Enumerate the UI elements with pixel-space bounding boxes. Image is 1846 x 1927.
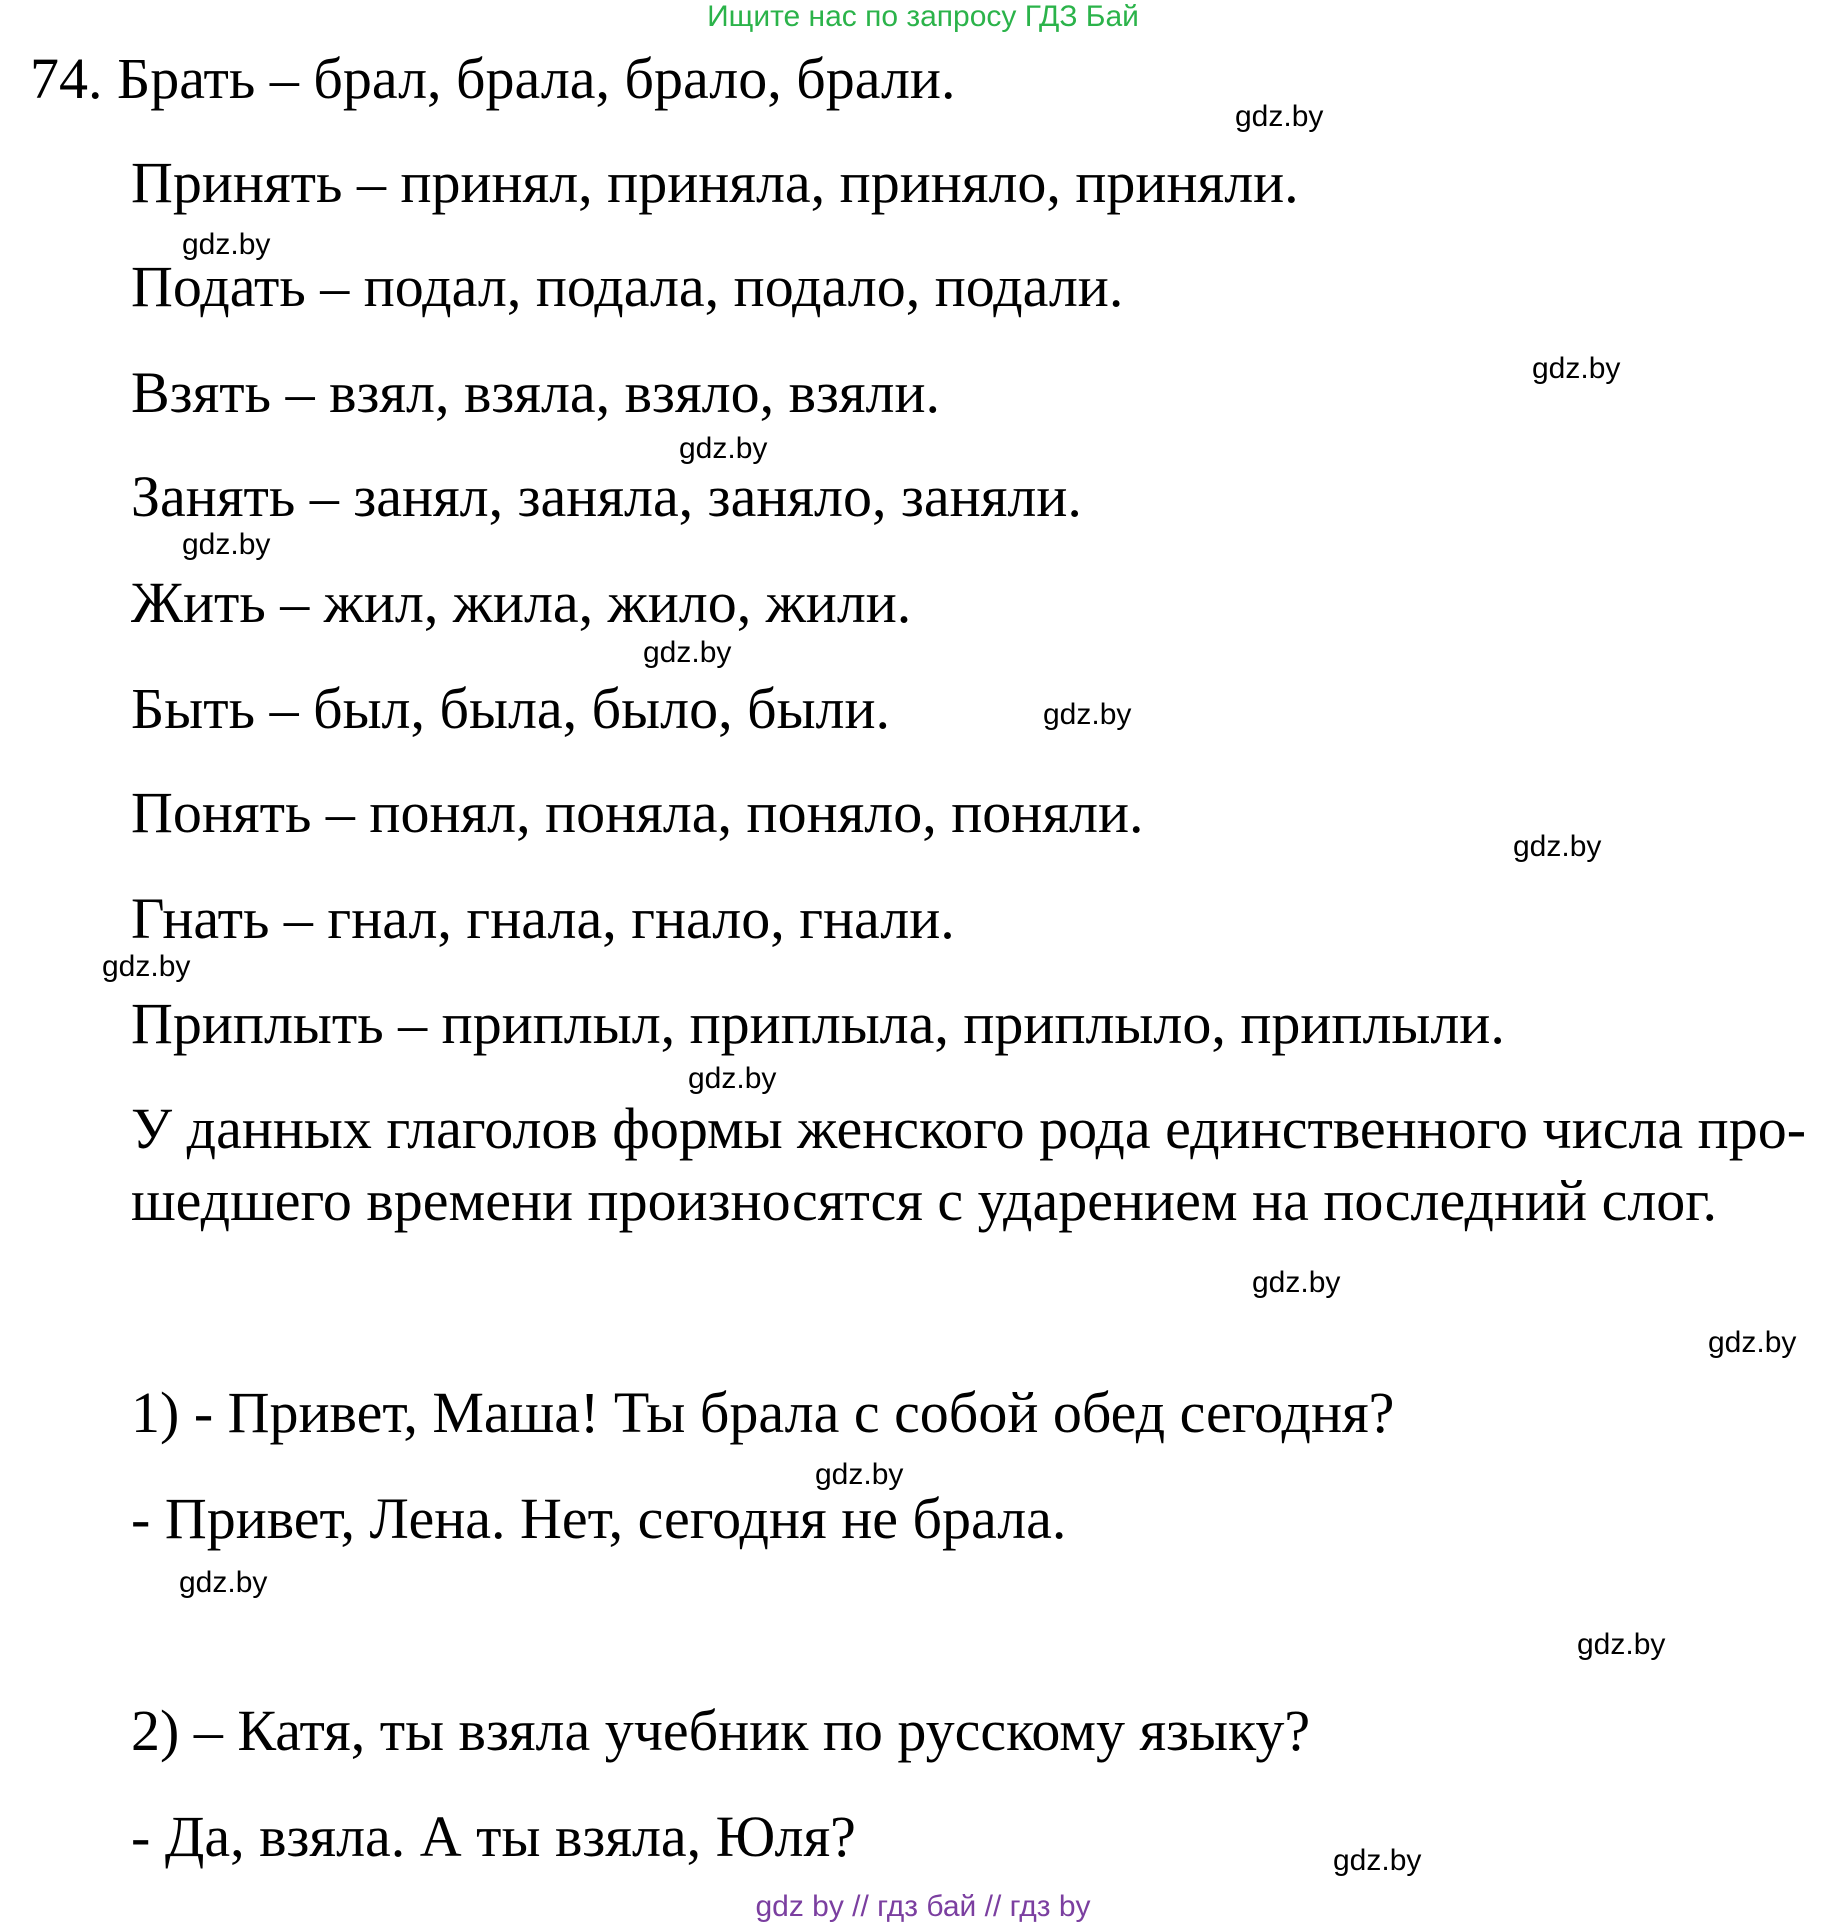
watermark: gdz.by xyxy=(1252,1266,1341,1299)
watermark: gdz.by xyxy=(643,636,732,669)
watermark: gdz.by xyxy=(179,1566,268,1599)
footer-watermark: gdz by // гдз бай // гдз by xyxy=(755,1890,1091,1923)
watermark: gdz.by xyxy=(1577,1628,1666,1661)
watermark: gdz.by xyxy=(688,1062,777,1095)
watermark: gdz.by xyxy=(1043,698,1132,731)
exercise-heading-line: 74. Брать – брал, брала, брало, брали. xyxy=(30,46,956,111)
dialog-line: 2) – Катя, ты взяла учебник по русскому языку? xyxy=(131,1698,1311,1763)
watermark: gdz.by xyxy=(102,950,191,983)
watermark: gdz.by xyxy=(1235,100,1324,133)
watermark: gdz.by xyxy=(182,228,271,261)
conclusion-line: У данных глаголов формы женского рода единственного числа про- xyxy=(131,1096,1807,1161)
dialog-line: - Да, взяла. А ты взяла, Юля? xyxy=(131,1804,856,1869)
dialog-line: 1) - Привет, Маша! Ты брала с собой обед сегодня? xyxy=(131,1380,1395,1445)
verb-line: Гнать – гнал, гнала, гнало, гнали. xyxy=(131,886,955,951)
watermark: gdz.by xyxy=(815,1458,904,1491)
dialog-line: - Привет, Лена. Нет, сегодня не брала. xyxy=(131,1486,1067,1551)
verb-line: Понять – понял, поняла, поняло, поняли. xyxy=(131,780,1144,845)
verb-line: Быть – был, была, было, были. xyxy=(131,676,891,741)
watermark: gdz.by xyxy=(679,432,768,465)
watermark: gdz.by xyxy=(182,528,271,561)
watermark: gdz.by xyxy=(1532,352,1621,385)
watermark: gdz.by xyxy=(1333,1844,1422,1877)
conclusion-line: шедшего времени произносятся с ударением на последний слог. xyxy=(131,1168,1718,1233)
search-banner: Ищите нас по запросу ГДЗ Бай xyxy=(707,0,1139,33)
verb-line: Жить – жил, жила, жило, жили. xyxy=(131,570,912,635)
verb-line: Подать – подал, подала, подало, подали. xyxy=(131,254,1124,319)
verb-line: Принять – принял, приняла, приняло, приняли. xyxy=(131,150,1299,215)
verb-line: Взять – взял, взяла, взяло, взяли. xyxy=(131,360,941,425)
verb-line: Занять – занял, заняла, заняло, заняли. xyxy=(131,464,1082,529)
verb-line: Приплыть – приплыл, приплыла, приплыло, приплыли. xyxy=(131,991,1505,1056)
watermark: gdz.by xyxy=(1513,830,1602,863)
watermark: gdz.by xyxy=(1708,1326,1797,1359)
